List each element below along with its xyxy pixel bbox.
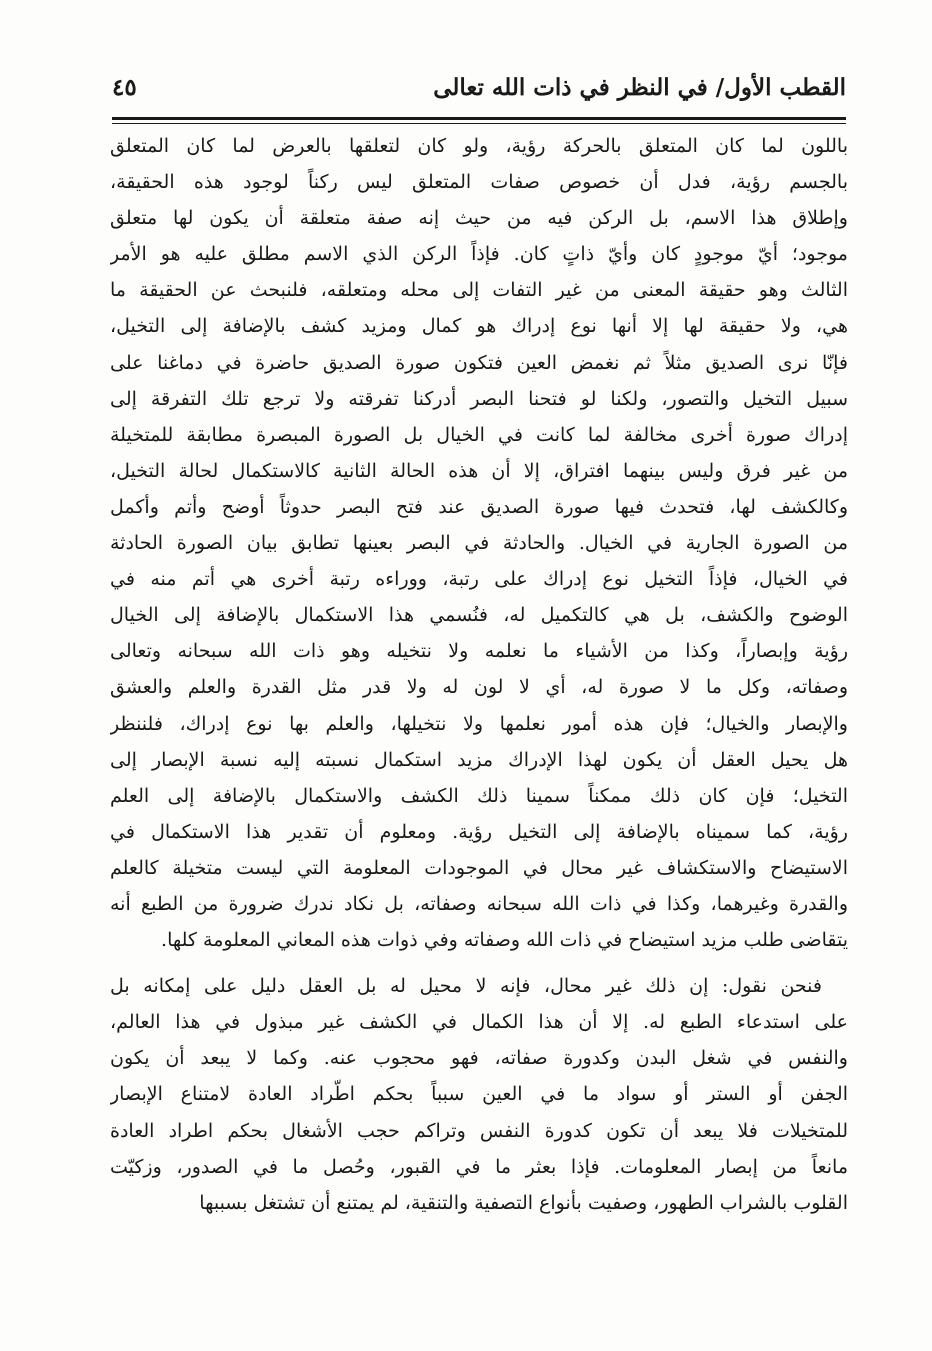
text-line: في الخيال، فإذاً التخيل نوع إدراك على رتبة، ووراءه رتبة أخرى هي أتم منه في	[110, 568, 848, 591]
text-line: إدراك صورة أخرى مخالفة لما كانت في الخيال بل الصورة المبصرة مطابقة للمتخيلة	[110, 423, 848, 446]
text-line: هي، ولا حقيقة لها إلا أنها نوع إدراك هو كمال ومزيد كشف بالإضافة إلى التخيل،	[110, 315, 848, 338]
text-line: هل يحيل العقل أن يكون لهذا الإدراك مزيد استكمال نسبته إليه نسبة الإبصار إلى	[110, 748, 848, 771]
text-line: والإبصار والخيال؛ فإن هذه أمور نعلمها ولا نتخيلها، والعلم بها نوع إدراك، فلننظر	[110, 712, 848, 735]
text-line: من غير فرق وليس بينهما افتراق، إلا أن هذه الحالة الثانية كالاستكمال لحالة التخيل،	[110, 459, 848, 482]
paragraph-gap	[110, 958, 848, 968]
text-line: وصفاته، وكل ما لا صورة له، أي لا لون له ولا قدر مثل القدرة والعلم والعشق	[110, 676, 848, 699]
header-rule-thin	[112, 123, 846, 124]
text-line: مانعاً من إبصار المعلومات. فإذا بعثر ما في القبور، وحُصل ما في الصدور، وزكيّت	[110, 1155, 848, 1178]
header-rule-thick	[112, 117, 846, 120]
paragraph-2	[110, 968, 848, 1221]
text-line: بالجسم رؤية، فدل أن خصوص صفات المتعلق ليس ركناً لوجود هذه الحقيقة،	[110, 171, 848, 194]
text-line: الوضوح والكشف، بل هي كالتكميل له، فنُسمي هذا الاستكمال بالإضافة إلى الخيال	[110, 604, 848, 627]
text-line: الثالث وهو حقيقة المعنى من غير التفات إلى محله ومتعلقه، فلنبحث عن الحقيقة ما	[110, 279, 848, 302]
page-header	[112, 66, 846, 112]
text-line: رؤية، كما سميناه بالإضافة إلى التخيل رؤية. ومعلوم أن تقدير هذا الاستكمال في	[110, 820, 848, 843]
text-line: رؤية وإبصاراً، وكذا من الأشياء ما نعلمه ولا نتخيله وهو ذات الله سبحانه وتعالى	[110, 640, 848, 663]
text-line: القلوب بالشراب الطهور، وصفيت بأنواع التصفية والتنقية، لم يمتنع أن تشتغل بسببها	[199, 1191, 848, 1214]
text-line: موجود؛ أيّ موجودٍ كان وأيّ ذاتٍ كان. فإذاً الركن الذي الاسم مطلق عليه هو الأمر	[110, 243, 848, 266]
text-line: الاستيضاح والاستكشاف غير محال في الموجودات المعلومة التي ليست متخيلة كالعلم	[110, 856, 848, 879]
text-line: فإنّا نرى الصديق مثلاً ثم نغمض العين فتكون صورة الصديق حاضرة في دماغنا على	[110, 351, 848, 374]
text-line: على استدعاء الطبع له. إلا أن هذا الكمال في الكشف غير مبذول في هذا العالم،	[110, 1011, 848, 1034]
text-line: فنحن نقول: إن ذلك غير محال، فإنه لا محيل له بل العقل دليل على إمكانه بل	[110, 975, 822, 998]
body-text	[110, 128, 848, 1221]
text-line: يتقاضى طلب مزيد استيضاح في ذات الله وصفاته وفي ذوات هذه المعاني المعلومة كلها.	[161, 929, 848, 952]
text-line: من الصورة الجارية في الخيال. والحادثة في البصر بعينها تطابق بيان الصورة الحادثة	[110, 532, 848, 555]
text-line: الجفن أو الستر أو سواد ما في العين سبباً بحكم اطّراد العادة لامتناع الإبصار	[110, 1083, 848, 1106]
text-line: باللون لما كان المتعلق بالحركة رؤية، ولو كان لتعلقها بالعرض لما كان المتعلق	[110, 135, 848, 157]
text-line: التخيل؛ فإن كان ذلك ممكناً سمينا ذلك الكشف والاستكمال بالإضافة إلى العلم	[110, 784, 848, 807]
text-line: والنفس في شغل البدن وكدورة صفاته، فهو محجوب عنه. وكما لا يبعد أن يكون	[110, 1047, 848, 1070]
text-line: وإطلاق هذا الاسم، بل الركن فيه من حيث إنه صفة متعلقة أن يكون لها متعلق	[110, 207, 848, 230]
running-title: القطب الأول/ في النظر في ذات الله تعالى	[433, 74, 846, 101]
text-line: للمتخيلات فلا يبعد أن تكون كدورة النفس وتراكم حجب الأشغال بحكم اطراد العادة	[110, 1119, 848, 1142]
text-line: وكالكشف لها، فتحدث فيها صورة الصديق عند فتح البصر حدوثاً أوضح وأتم وأكمل	[110, 495, 848, 518]
paragraph-1	[110, 128, 848, 958]
text-line: سبيل التخيل والتصور، ولكنا لو فتحنا البصر أدركنا تفرقته ولا ترجع تلك التفرقة إلى	[110, 387, 848, 410]
page-number: ٤٥	[112, 74, 137, 101]
text-line: والقدرة وغيرهما، وكذا في ذات الله سبحانه وصفاته، بل نكاد ندرك ضرورة من الطبع أنه	[110, 892, 848, 915]
